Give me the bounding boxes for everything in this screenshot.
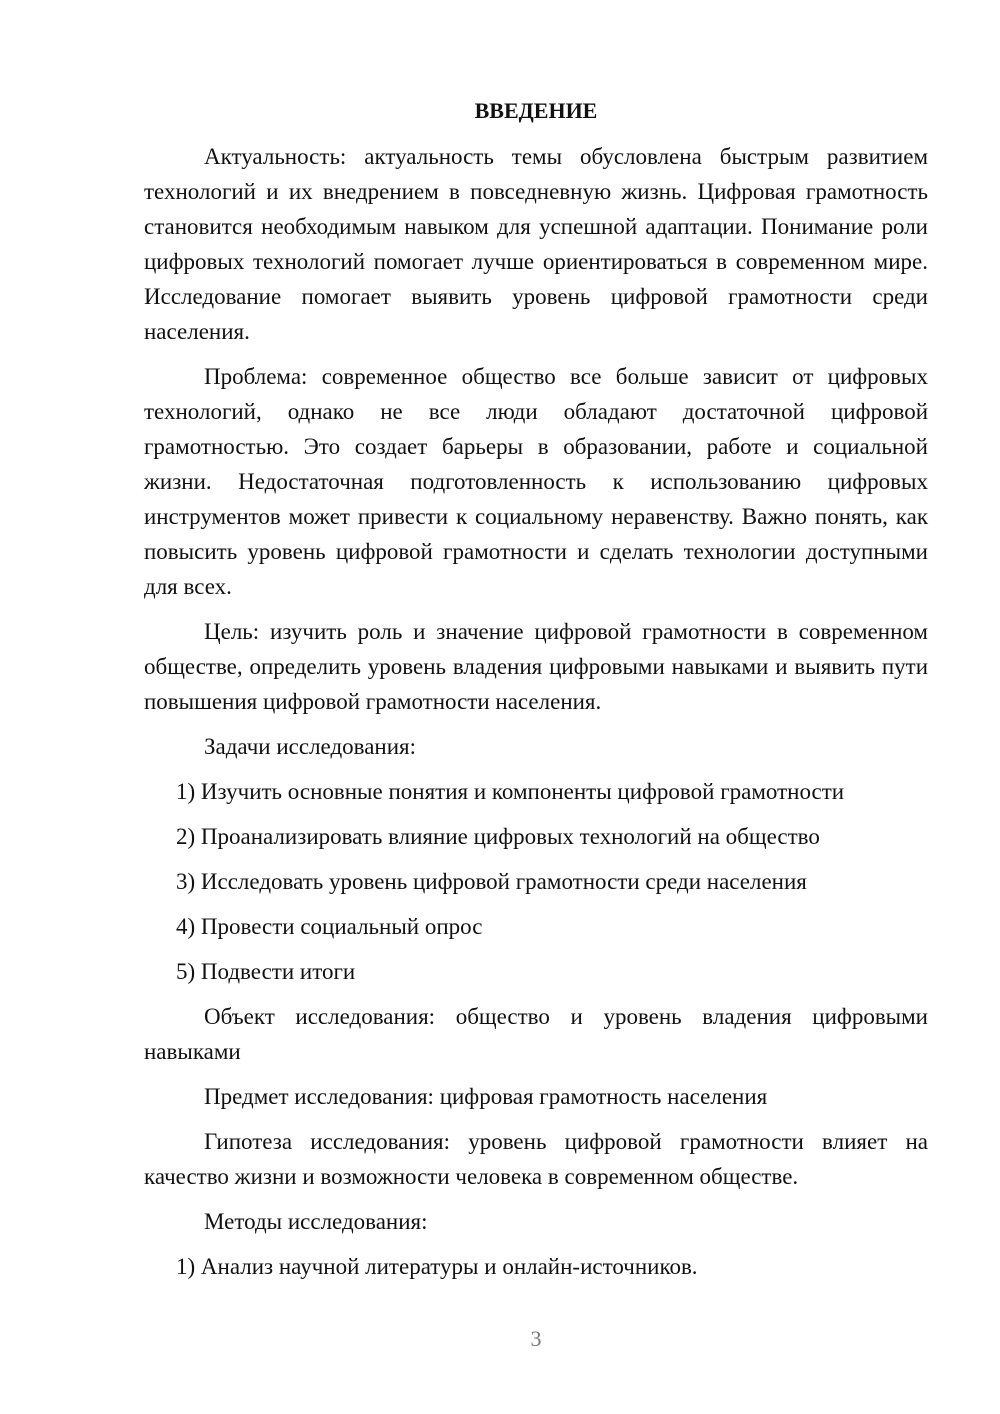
problem-paragraph: Проблема: современное общество все больше зависит от цифровых технологий, однако не все люди обладают достаточной цифровой грамотностью. Это создает барьеры в образовании, работе и социальной жизни. Недостаточная подготовленность к использованию цифровых инструментов может привести к социальному неравенству. Важно понять, как повысить уровень цифровой грамотности и сделать технологии доступными для всех.: [144, 364, 928, 599]
page-title: ВВЕДЕНИЕ: [474, 98, 598, 123]
task-item-3: 3) Исследовать уровень цифровой грамотности среди населения: [176, 869, 807, 894]
goal-paragraph: Цель: изучить роль и значение цифровой грамотности в современном обществе, определить уровень владения цифровыми навыками и выявить пути повышения цифровой грамотности населения.: [144, 619, 928, 714]
task-item-5: 5) Подвести итоги: [176, 959, 356, 984]
hypothesis-paragraph: Гипотеза исследования: уровень цифровой грамотности влияет на качество жизни и возможности человека в современном обществе.: [144, 1129, 928, 1189]
task-item-2: 2) Проанализировать влияние цифровых технологий на общество: [176, 824, 820, 849]
methods-list: [144, 1249, 928, 1284]
task-item-1: 1) Изучить основные понятия и компоненты цифровой грамотности: [176, 779, 845, 804]
page-number: 3: [530, 1326, 542, 1351]
method-item-1: 1) Анализ научной литературы и онлайн-источников.: [176, 1254, 698, 1279]
tasks-list: [144, 774, 928, 989]
methods-heading: Методы исследования:: [204, 1209, 428, 1234]
tasks-heading: Задачи исследования:: [204, 734, 417, 759]
object-paragraph: Объект исследования: общество и уровень владения цифровыми навыками: [144, 1004, 928, 1064]
task-item-4: 4) Провести социальный опрос: [176, 914, 483, 939]
relevance-paragraph: Актуальность: актуальность темы обусловлена быстрым развитием технологий и их внедрением в повседневную жизнь. Цифровая грамотность становится необходимым навыком для успешной адаптации. Понимание роли цифровых технологий помогает лучше ориентироваться в современном мире. Исследование помогает выявить уровень цифровой грамотности среди населения.: [144, 144, 928, 344]
subject-paragraph: Предмет исследования: цифровая грамотность населения: [204, 1084, 768, 1109]
page-content: [144, 95, 928, 1294]
